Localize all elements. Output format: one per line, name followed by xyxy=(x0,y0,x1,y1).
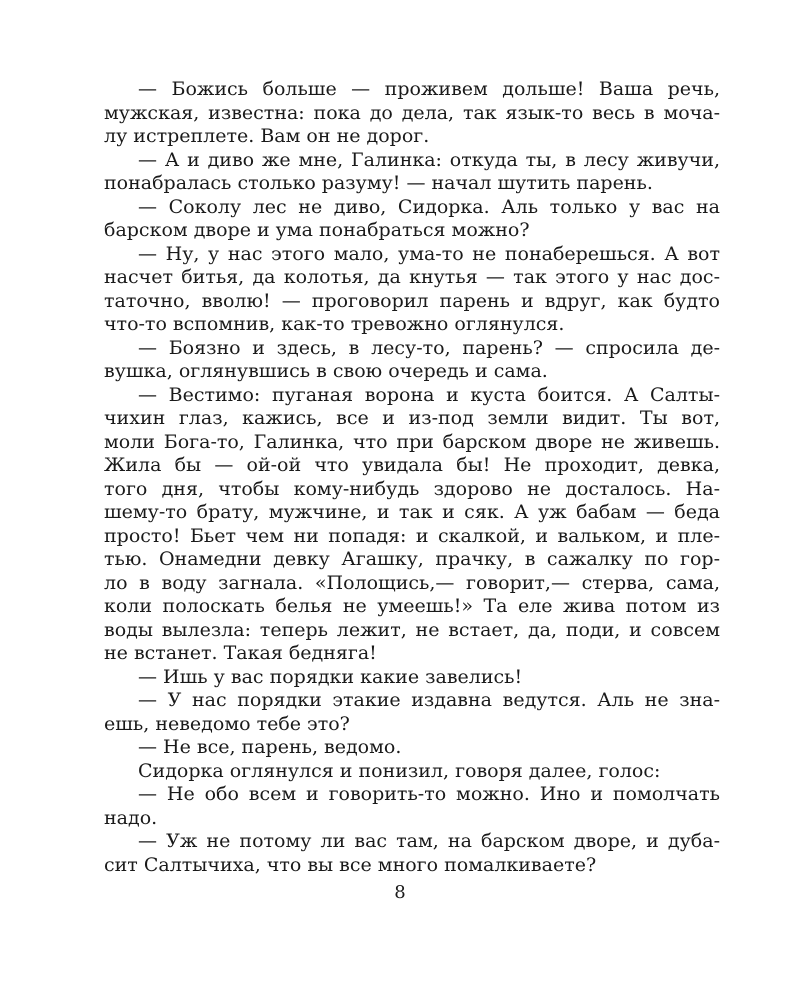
text-line: ло в воду загнала. «Полощись,— говорит,— стерва, сама, xyxy=(104,571,720,594)
text-line: — Боязно и здесь, в лесу-то, парень? — спросила де- xyxy=(138,336,720,359)
text-line: моли Бога-то, Галинка, что при барском дворе не живешь. xyxy=(104,430,720,453)
text-line: насчет битья, да колотья, да кнутья — так этого у нас дос- xyxy=(104,266,720,288)
text-line: не встанет. Такая бедняга! xyxy=(104,642,377,664)
text-line: — Не все, парень, ведомо. xyxy=(138,736,402,758)
text-line: что-то вспомнив, как-то тревожно оглянулся. xyxy=(104,313,565,335)
text-line: тью. Онамедни девку Агашку, прачку, в сажалку по гор- xyxy=(104,548,720,570)
text-line: коли полоскать белья не умеешь!» Та еле жива потом из xyxy=(104,595,720,617)
text-line: чихин глаз, кажись, все и из-под земли видит. Ты вот, xyxy=(104,407,720,429)
text-line: Сидорка оглянулся и понизил, говоря далее, голос: xyxy=(138,759,661,782)
text-line: понабралась столько разуму! — начал шутить парень. xyxy=(104,172,653,194)
text-line: — Уж не потому ли вас там, на барском дворе, и дуба- xyxy=(138,830,720,852)
text-line: — А и диво же мне, Галинка: откуда ты, в лесу живучи, xyxy=(138,148,720,171)
text-line: надо. xyxy=(104,806,158,829)
text-line: шему-то брату, мужчине, и так и сяк. А уж бабам — беда xyxy=(104,501,720,523)
text-line: — У нас порядки этакие издавна ведутся. Аль не зна- xyxy=(138,689,720,711)
text-line: таточно, вволю! — проговорил парень и вдруг, как будто xyxy=(104,289,720,312)
text-line: ешь, неведомо тебе это? xyxy=(104,712,350,735)
text-line: вушка, оглянувшись в свою очередь и сама. xyxy=(104,360,548,382)
text-line: — Ишь у вас порядки какие завелись! xyxy=(138,665,523,688)
text-line: барском дворе и ума понабраться можно? xyxy=(104,219,530,241)
text-line: — Не обо всем и говорить-то можно. Ино и помолчать xyxy=(138,783,720,805)
text-line: того дня, чтобы кому-нибудь здорово не досталось. На- xyxy=(104,477,720,500)
text-line: просто! Бьет чем ни попадя: и скалкой, и вальком, и пле- xyxy=(104,524,720,547)
text-line: — Соколу лес не диво, Сидорка. Аль только у вас на xyxy=(138,195,720,218)
text-line: — Ну, у нас этого мало, ума-то не понаберешься. А вот xyxy=(138,242,720,265)
text-line: мужская, известна: пока до дела, так язык-то весь в моча- xyxy=(104,101,720,124)
text-line: воды вылезла: теперь лежит, не встает, да, поди, и совсем xyxy=(104,618,720,641)
page-body xyxy=(104,78,720,877)
text-line: — Божись больше — проживем дольше! Ваша речь, xyxy=(138,78,720,100)
text-line: Жила бы — ой-ой что увидала бы! Не проходит, девка, xyxy=(104,454,720,476)
text-line: сит Салтычиха, что вы все много помалкиваете? xyxy=(104,853,597,876)
text-line: — Вестимо: пуганая ворона и куста боится. А Салты- xyxy=(138,383,720,406)
text-line: лу истреплете. Вам он не дорог. xyxy=(104,125,430,147)
page-number: 8 xyxy=(394,882,406,903)
